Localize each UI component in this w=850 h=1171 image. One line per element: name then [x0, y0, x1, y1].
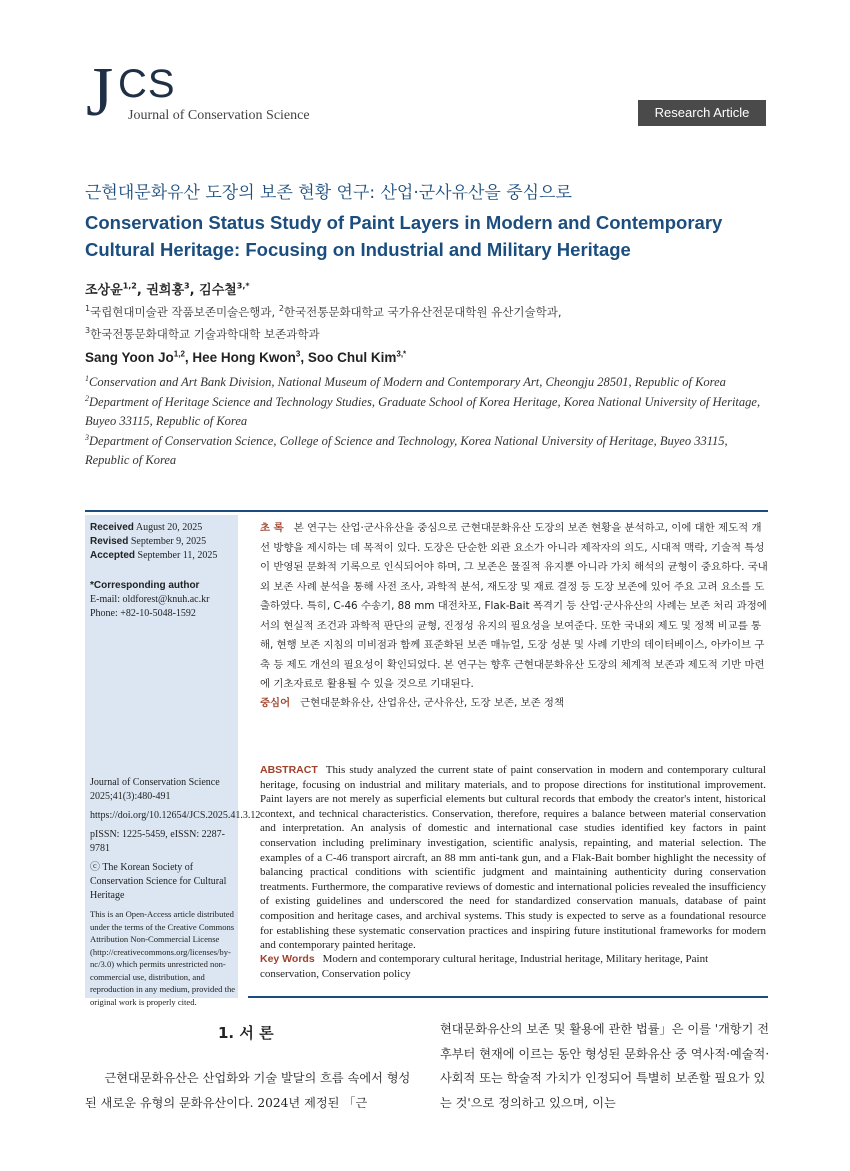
- affiliation: 한국전통문화대학교 국가유산전문대학원 유산기술학과,: [283, 305, 562, 319]
- affiliation: 한국전통문화대학교 기술과학대학 보존과학과: [90, 327, 320, 341]
- author-sup: 3,*: [236, 281, 250, 291]
- author-sup: 3: [184, 281, 190, 291]
- citation: Journal of Conservation Science 2025;41(3):480-491: [90, 777, 220, 802]
- aff-sup: 1: [85, 304, 91, 314]
- author-sup: 3,*: [396, 349, 407, 359]
- corresponding-label: *Corresponding author: [90, 580, 200, 591]
- citation-block: [90, 776, 261, 1008]
- aff-sup: 1: [85, 373, 89, 383]
- revised-date: September 9, 2025: [130, 536, 207, 547]
- keywords-english: [260, 952, 766, 982]
- author-sup: 3: [295, 349, 301, 359]
- corresponding-block: [90, 579, 236, 621]
- title-english: Conservation Status Study of Paint Layers in Modern and Contemporary Cultural Heritage: Focusing on Industrial and Military Heritage: [85, 212, 723, 260]
- abstract-english: [260, 763, 766, 953]
- abstract-en-text: This study analyzed the current state of paint conservation in modern and contemporary cultural heritage, focusing on industrial and military materials, and to propose directions for institutional improvement. Paint layers are not merely as superficial elements but cultural records that embody the creator's intent, historical context, and technical characteristics. Conservation, therefore, requires a balance between material conservation and interpretation. An analysis of domestic and international case studies identified key factors in paint conservation including preliminary investigation, scientific analysis, repainting, and material selection. The examples of a C-46 transport aircraft, an 88 mm anti-tank gun, and a Flak-Bait bomber highlight the necessity of balancing practical conditions with scientific judgment and maintaining authenticity during conservation treatments. Furthermore, the comparative reviews of domestic and international policies revealed the insufficiency of existing guidelines and underscored the need for standardized conservation manuals, database of paint composition and heritage cases, and archival systems. This study is expected to serve as a foundational resource for establishing these systematic conservation practices and inspiring future institutional frameworks for modern and contemporary painted heritage.: [260, 764, 766, 952]
- abstract-ko-label: 초 록: [260, 522, 284, 534]
- license-text: This is an Open-Access article distributed under the terms of the Creative Commons Attribution Non-Commercial License (http://creativecommons.org/licenses/by-nc/3.0) which permits unrestricted non-commercial use, distribution, and reproduction in any medium, provided the original work is properly cited.: [90, 909, 236, 1007]
- author-name: 김수철: [199, 283, 237, 298]
- section-heading: 1. 서 론: [218, 1024, 274, 1042]
- journal-name: Journal of Conservation Science: [128, 108, 310, 123]
- journal-logo-j: J: [86, 54, 114, 131]
- body-left-column: 근현대문화유산은 산업화와 기술 발달의 흐름 속에서 형성된 새로운 유형의 문화유산이다. 2024년 제정된 「근: [85, 1071, 411, 1110]
- author-name: Hee Hong Kwon: [192, 350, 296, 365]
- issn: pISSN: 1225-5459, eISSN: 2287-9781: [90, 829, 226, 854]
- aff-sup: 3: [85, 326, 91, 336]
- abstract-en-label: ABSTRACT: [260, 764, 318, 776]
- keywords-en-label: Key Words: [260, 953, 315, 965]
- title-korean: 근현대문화유산 도장의 보존 현황 연구: 산업·군사유산을 중심으로: [85, 183, 572, 203]
- author-name: Sang Yoon Jo: [85, 350, 174, 365]
- revised-label: Revised: [90, 536, 129, 547]
- authors-korean: 조상윤$^{1,2}$, 권희홍$^3$, 김수철$^{3,*}$: [85, 281, 250, 298]
- accepted-date: September 11, 2025: [137, 550, 218, 561]
- keywords-en-text: Modern and contemporary cultural heritage, Industrial heritage, Military heritage, Paint conservation, Conservation policy: [260, 953, 709, 980]
- keywords-ko-text: 근현대문화유산, 산업유산, 군사유산, 도장 보존, 보존 정책: [300, 697, 565, 709]
- article-type-badge: Research Article: [638, 100, 766, 126]
- affiliation: Department of Conservation Science, College of Science and Technology, Korea National University of Heritage, Buyeo 33115, Republic of Korea: [85, 434, 728, 467]
- copyright: ⓒ The Korean Society of Conservation Science for Cultural Heritage: [90, 862, 227, 901]
- affiliation: Department of Heritage Science and Technology Studies, Graduate School of Korea Heritage, Korea National University of Heritage, Buyeo 33115, Republic of Korea: [85, 395, 761, 428]
- accepted-label: Accepted: [90, 550, 136, 561]
- corresponding-phone: Phone: +82-10-5048-1592: [90, 608, 196, 619]
- author-name: Soo Chul Kim: [307, 350, 397, 365]
- journal-logo-cs: CS: [118, 62, 176, 106]
- bottom-rule: [248, 996, 768, 998]
- author-sup: 1,2: [122, 281, 137, 291]
- dates-block: [90, 521, 236, 563]
- top-rule: [85, 510, 768, 512]
- affiliation-en-2: [85, 393, 775, 431]
- body-right-column: 현대문화유산의 보존 및 활용에 관한 법률」은 이를 '개항기 전후부터 현재에 이르는 동안 형성된 문화유산 중 역사적·예술적·사회적 또는 학술적 가치가 인정되어 특별히 보존할 필요가 있는 것'으로 정의하고 있으며, 이는: [440, 1022, 770, 1110]
- received-date: August 20, 2025: [135, 522, 203, 533]
- author-sup: 1,2: [173, 349, 185, 359]
- affiliation: Conservation and Art Bank Division, National Museum of Modern and Contemporary Art, Cheongju 28501, Republic of Korea: [89, 375, 726, 389]
- affiliations-korean: [85, 301, 775, 345]
- aff-sup: 2: [85, 393, 89, 403]
- aff-sup: 2: [278, 304, 284, 314]
- author-name: 조상윤: [85, 283, 123, 298]
- author-name: 권희홍: [146, 283, 185, 298]
- affiliation-en-1: [85, 373, 775, 392]
- keywords-ko-label: 중심어: [260, 697, 291, 709]
- affiliation-en-3: [85, 432, 775, 470]
- abstract-korean: [260, 519, 768, 695]
- doi-link[interactable]: https://doi.org/10.12654/JCS.2025.41.3.12: [90, 810, 261, 821]
- authors-english: Sang Yoon Jo$^{1,2}$, Hee Hong Kwon$^3$, Soo Chul Kim$^{3,*}$: [85, 349, 407, 365]
- keywords-korean: [260, 694, 768, 709]
- received-label: Received: [90, 522, 134, 533]
- affiliation: 국립현대미술관 작품보존미술은행과,: [90, 305, 279, 319]
- aff-sup: 3: [85, 432, 89, 442]
- abstract-ko-text: 본 연구는 산업·군사유산을 중심으로 근현대문화유산 도장의 보존 현황을 분석하고, 이에 대한 제도적 개선 방향을 제시하는 데 목적이 있다. 도장은 단순한 외관 요소가 아니라 제작자의 의도, 시대적 맥락, 기술적 특성이 반영된 문화적 기록으로 인식되어야 하며, 그 보존은 물질적 유지뿐 아니라 가치 해석의 균형이 중요하다. 국내외 보존 사례 분석을 통해 사전 조사, 과학적 분석, 재도장 및 재료 결정 등 도장 보존에 있어 주요 고려 요소를 도출하였다. 특히, C-46 수송기, 88 mm 대전차포, Flak-Bait 폭격기 등 산업·군사유산의 사례는 보존 처리 과정에서의 현실적 조건과 과학적 판단의 균형, 진정성 유지의 필요성을 보여준다. 또한 국내외 제도 및 정책 비교를 통해, 현행 보존 지침의 미비점과 함께 표준화된 보존 매뉴얼, 도장 성분 및 사례 기반의 데이터베이스, 아카이브 구축 등 제도 개선의 필요성이 확인되었다. 본 연구는 향후 근현대문화유산 도장의 체계적 보존과 제도적 기반 마련에 기초자료로 활용될 수 있을 것으로 기대된다.: [260, 522, 768, 690]
- corresponding-email: E-mail: oldforest@knuh.ac.kr: [90, 594, 210, 605]
